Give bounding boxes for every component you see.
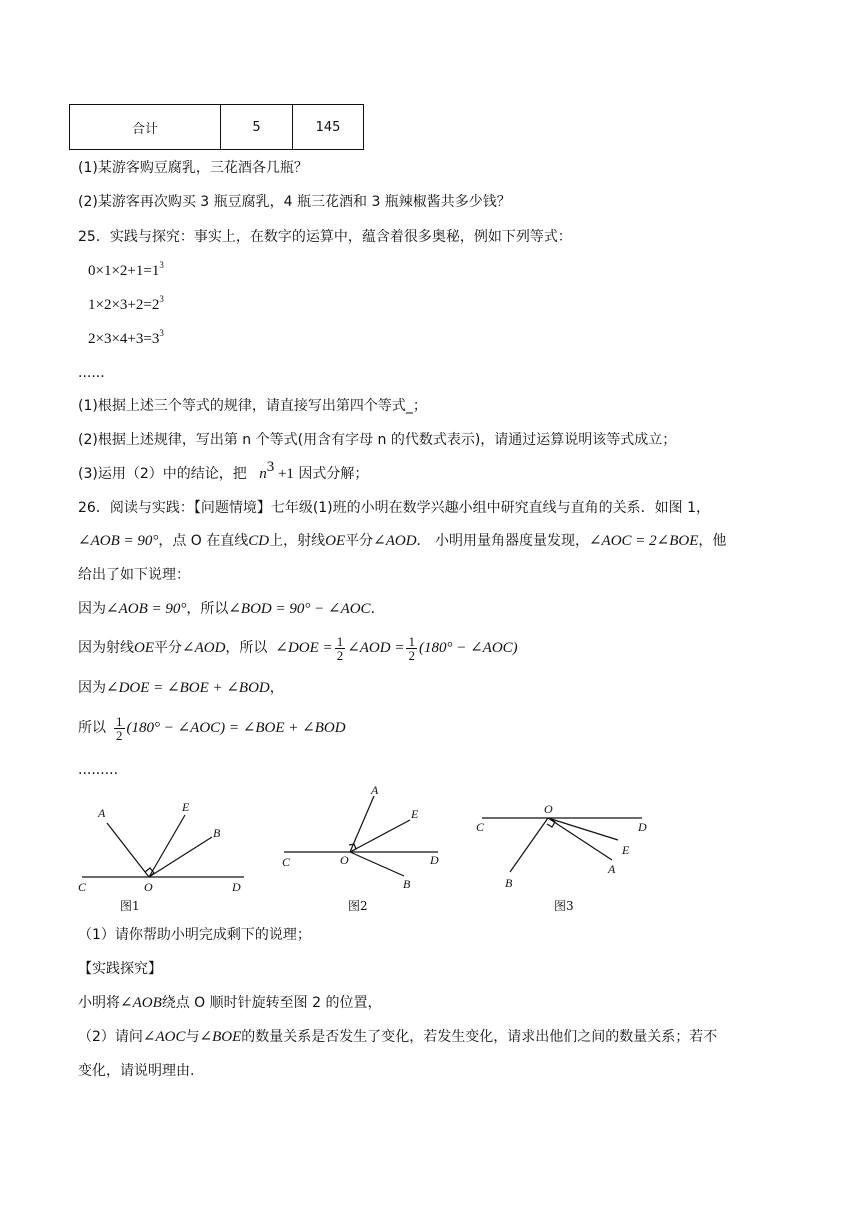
label-a: A (98, 806, 106, 820)
fraction-denominator: 2 (336, 647, 344, 663)
fraction-numerator: 1 (408, 633, 415, 649)
q26-text: ． 小明用量角器度量发现， (416, 533, 589, 549)
reason-text: ， (269, 680, 284, 696)
label-c: C (476, 820, 485, 834)
fraction-half (335, 635, 346, 662)
label-d: D (430, 853, 439, 867)
reason-line-4 (78, 714, 346, 742)
q25-part2: (2)根据上述规律，写出第 n 个等式(用含有字母 n 的代数式表示)，请通过运算说明该等式成立； (78, 432, 677, 448)
q26-text: 上，射线 (269, 533, 326, 549)
angle-aoc: ∠AOC (142, 1029, 186, 1045)
reason-text: 所以 (78, 720, 106, 736)
fraction-half (406, 635, 417, 662)
q25-eq1-exp: 3 (159, 260, 164, 270)
label-b: B (213, 826, 221, 840)
label-d: D (638, 820, 647, 834)
q26-part2 (78, 1027, 717, 1047)
reason-text: ，所以 (186, 601, 229, 617)
q26-text: ，他 (698, 533, 727, 549)
ray-ob (149, 837, 212, 877)
fraction-denominator: 2 (408, 647, 415, 663)
q26-ellipsis: ......... (78, 762, 119, 778)
reason-line-1 (78, 599, 385, 619)
table-cell-amount: 145 (293, 105, 364, 150)
table-cell-total-label: 合计 (70, 105, 221, 150)
fraction-numerator: 1 (116, 713, 123, 729)
line-cd: CD (248, 533, 270, 549)
angle-aod: ∠AOD (182, 640, 226, 656)
q25-equation-1 (88, 261, 164, 281)
ray-oe (350, 820, 410, 852)
q24-part1: (1)某游客购豆腐乳，三花酒各几瓶？ (78, 160, 308, 176)
practice-heading: 【实践探究】 (78, 961, 162, 977)
ray-ob (510, 818, 548, 872)
q25-eq1-text: 0×1×2+1=1 (88, 263, 160, 279)
q25-equation-2 (88, 295, 164, 315)
label-o: O (544, 802, 553, 816)
ray-oa (107, 823, 149, 877)
angle-aod: ∠AOD (373, 533, 417, 549)
figure-1-caption: 图1 (120, 899, 140, 913)
q25-eq2-text: 1×2×3+2=2 (88, 297, 160, 313)
q25-part1: (1)根据上述三个等式的规律，请直接写出第四个等式_； (78, 398, 427, 414)
q25-part3-tail: 因式分解； (298, 466, 369, 482)
reason-text: 平分 (154, 640, 182, 656)
ray-oe: OE (325, 533, 346, 549)
angle-boe: ∠BOE (199, 1029, 242, 1045)
q25-part3 (78, 459, 369, 484)
label-a: A (608, 862, 616, 876)
q25-equation-3 (88, 329, 164, 349)
angle-aod: ∠AOD = (347, 640, 405, 656)
angle-bod: ∠BOD = 90° − ∠AOC (228, 601, 371, 617)
ray-oe (548, 818, 618, 840)
expression: (180° − ∠AOC) (418, 640, 518, 656)
q26-text: 平分 (345, 533, 374, 549)
figure-3-caption: 图3 (554, 899, 574, 913)
q26-line2 (78, 531, 726, 551)
q25-eq3-exp: 3 (159, 328, 164, 338)
angle-aob: ∠AOB = 90° (78, 533, 159, 549)
q26-part1: （1）请你帮助小明完成剩下的说理； (78, 927, 311, 943)
reason-line-2 (78, 634, 518, 662)
expression: (180° − ∠AOC) = ∠BOE + ∠BOD (126, 720, 346, 736)
label-o: O (144, 880, 153, 894)
q25-part3-lead: (3)运用（2）中的结论，把 (78, 466, 247, 482)
angle-aob: ∠AOB (120, 995, 162, 1011)
angle-sum: ∠DOE = ∠BOE + ∠BOD (106, 680, 270, 696)
label-b: B (403, 877, 411, 891)
reason-text: 因为射线 (78, 640, 134, 656)
fraction-numerator: 1 (336, 633, 344, 649)
figure-2-caption: 图2 (348, 899, 368, 913)
angle-doe: ∠DOE = (275, 640, 333, 656)
figure-3 (472, 800, 657, 920)
q25-part3-expr: $n^3 +1$ (259, 459, 294, 482)
fraction-denominator: 2 (116, 727, 123, 743)
label-e: E (182, 800, 190, 814)
label-o: O (340, 853, 349, 867)
reason-text: ． (370, 601, 385, 617)
fraction-half (114, 715, 125, 742)
angle-aob: ∠AOB = 90° (106, 601, 187, 617)
label-c: C (282, 855, 291, 869)
q2-text: 与 (185, 1029, 200, 1045)
q25-eq2-exp: 3 (159, 294, 164, 304)
rotation-statement (78, 993, 381, 1013)
table-row (70, 105, 364, 150)
reason-line-3 (78, 678, 284, 698)
q24-part2: (2)某游客再次购买 3 瓶豆腐乳，4 瓶三花酒和 3 瓶辣椒酱共多少钱？ (78, 194, 511, 210)
label-c: C (78, 880, 87, 894)
reason-text: 因为 (78, 680, 106, 696)
label-e: E (411, 807, 419, 821)
ray-oe (149, 815, 185, 877)
angle-relation: ∠AOC = 2∠BOE (588, 533, 699, 549)
q25-intro: 25．实践与探究：事实上，在数字的运算中，蕴含着很多奥秘，例如下列等式： (78, 229, 572, 245)
q2-text: （2）请问 (78, 1029, 143, 1045)
q25-eq3-text: 2×3×4+3=3 (88, 331, 160, 347)
reason-text: 因为 (78, 601, 106, 617)
label-e: E (622, 843, 630, 857)
ray-oa (548, 818, 612, 860)
label-b: B (505, 876, 513, 890)
label-a: A (371, 783, 379, 797)
ray-oe: OE (134, 640, 154, 656)
q26-text: ，点 O 在直线 (158, 533, 249, 549)
figure-1 (72, 795, 252, 920)
reason-text: ，所以 (225, 640, 268, 656)
q26-line3: 给出了如下说理： (78, 567, 190, 583)
ray-ob (350, 852, 404, 876)
q26-part2-cont: 变化，请说明理由. (78, 1063, 195, 1079)
figure-2 (278, 782, 448, 920)
q25-ellipsis: ...... (78, 365, 105, 381)
rotation-text: 绕点 O 顺时针旋转至图 2 的位置， (161, 995, 382, 1011)
summary-table (69, 104, 364, 150)
rotation-text: 小明将 (78, 995, 120, 1011)
table-cell-count: 5 (221, 105, 293, 150)
q2-text: 的数量关系是否发生了变化，若发生变化，请求出他们之间的数量关系；若不 (241, 1029, 718, 1045)
label-d: D (232, 880, 241, 894)
q26-line1: 26．阅读与实践：【问题情境】七年级(1)班的小明在数学兴趣小组中研究直线与直角的关系．如图 1， (78, 500, 711, 516)
